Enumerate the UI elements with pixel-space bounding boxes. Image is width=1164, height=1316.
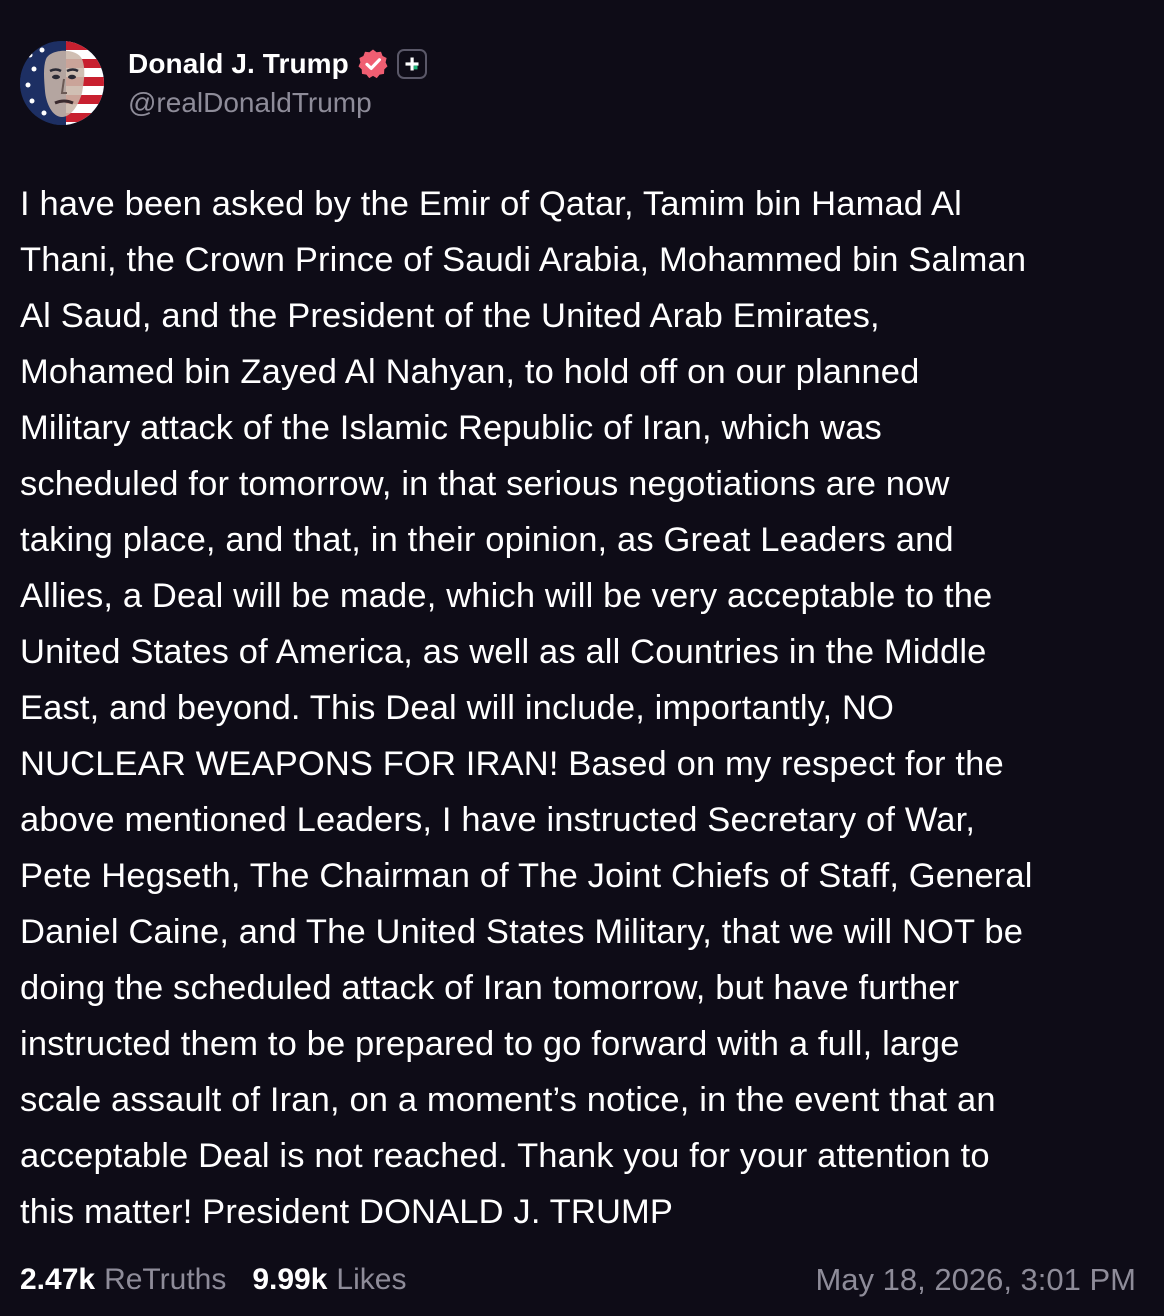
retruths-count: 2.47k (20, 1263, 96, 1296)
post-text-line: NUCLEAR WEAPONS FOR IRAN! Based on my respect for the (20, 745, 1004, 783)
post-timestamp[interactable]: May 18, 2026, 3:01 PM (815, 1262, 1136, 1297)
post-text-line: Allies, a Deal will be made, which will be very acceptable to the (20, 577, 993, 615)
follow-button[interactable] (397, 49, 427, 79)
avatar-image (20, 41, 104, 125)
name-row (128, 45, 427, 83)
retruths-stat[interactable] (20, 1263, 226, 1297)
post-header (20, 41, 427, 127)
likes-count: 9.99k (252, 1263, 328, 1296)
display-name[interactable]: Donald J. Trump (128, 48, 349, 79)
avatar[interactable] (20, 41, 104, 125)
post-text-line: doing the scheduled attack of Iran tomorrow, but have further (20, 969, 960, 1007)
post-text-line: I have been asked by the Emir of Qatar, Tamim bin Hamad Al (20, 185, 962, 223)
likes-stat[interactable] (252, 1263, 406, 1297)
post-text-line: Al Saud, and the President of the United Arab Emirates, (20, 297, 880, 335)
verified-badge-icon (357, 48, 389, 80)
post-text-line: East, and beyond. This Deal will include, importantly, NO (20, 689, 895, 727)
post-text-line: Mohamed bin Zayed Al Nahyan, to hold off on our planned (20, 353, 920, 391)
post-text-line: Pete Hegseth, The Chairman of The Joint Chiefs of Staff, General (20, 857, 1033, 895)
likes-label: Likes (336, 1263, 407, 1296)
post-text-line: Military attack of the Islamic Republic of Iran, which was (20, 409, 882, 447)
post-text-line: United States of America, as well as all Countries in the Middle (20, 633, 987, 671)
post-text-line: scheduled for tomorrow, in that serious negotiations are now (20, 465, 950, 503)
post-text-line: scale assault of Iran, on a moment’s notice, in the event that an (20, 1081, 996, 1119)
post-text-line: Daniel Caine, and The United States Military, that we will NOT be (20, 913, 1024, 951)
post-text-line: acceptable Deal is not reached. Thank you for your attention to (20, 1137, 990, 1175)
retruths-label: ReTruths (104, 1263, 227, 1296)
post-text-line: instructed them to be prepared to go forward with a full, large (20, 1025, 960, 1063)
post-text-line: taking place, and that, in their opinion, as Great Leaders and (20, 521, 954, 559)
post-footer (20, 1258, 1136, 1302)
post-text-line: this matter! President DONALD J. TRUMP (20, 1193, 674, 1231)
plus-icon (404, 56, 420, 72)
post-text-line: above mentioned Leaders, I have instructed Secretary of War, (20, 801, 976, 839)
author-handle[interactable]: @realDonaldTrump (128, 87, 372, 118)
author-identity (128, 45, 427, 119)
post-text-line: Thani, the Crown Prince of Saudi Arabia, Mohammed bin Salman (20, 241, 1027, 279)
post-body (20, 176, 1144, 1240)
